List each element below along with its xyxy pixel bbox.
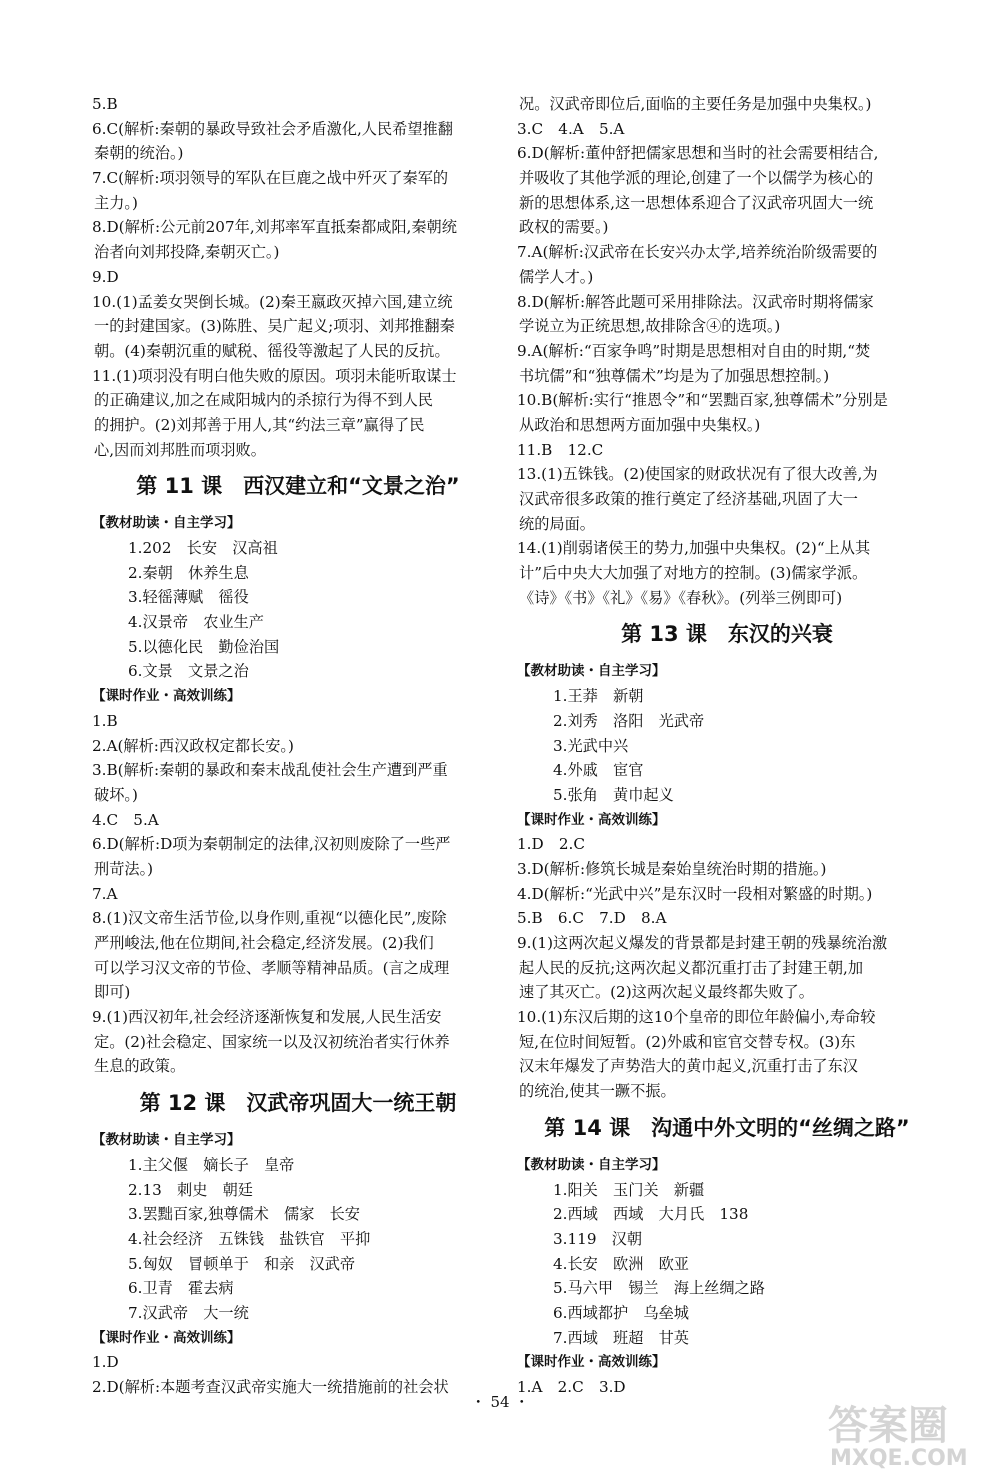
answer-continuation: 况。汉武帝即位后,面临的主要任务是加强中央集权。) — [519, 95, 872, 113]
answer-line: 3.D(解析:修筑长城是秦始皇统治时期的措施。) — [517, 859, 827, 878]
lesson-heading: 第 11 课 西汉建立和“文景之治” — [136, 474, 460, 499]
answer-continuation: 治者向刘邦投降,秦朝灭亡。) — [94, 243, 280, 262]
answer-continuation: 并吸收了其他学派的理论,创建了一个以儒学为核心的 — [519, 169, 874, 188]
answer-line: 1.B — [92, 711, 118, 730]
study-item: 3.罢黜百家,独尊儒术 儒家 长安 — [128, 1205, 360, 1224]
answer-line: 10.(1)东汉后期的这10个皇帝的即位年龄偏小,寿命较 — [517, 1008, 876, 1027]
study-item: 4.外戚 宦官 — [553, 761, 644, 780]
answer-line: 11.(1)项羽没有明白他失败的原因。项羽未能听取谋士 — [92, 366, 457, 385]
answer-line: 8.(1)汉文帝生活节俭,以身作则,重视“以德化民”,废除 — [92, 909, 447, 928]
study-item: 1.阳关 玉门关 新疆 — [553, 1180, 705, 1199]
answer-line: 8.D(解析:公元前207年,刘邦率军直抵秦都咸阳,秦朝统 — [92, 218, 457, 237]
answer-continuation: 汉武帝很多政策的推行奠定了经济基础,巩固了大一 — [519, 490, 858, 508]
answer-line: 11.B 12.C — [517, 440, 604, 459]
answer-line: 6.D(解析:D项为秦朝制定的法律,汉初则废除了一些严 — [92, 835, 451, 854]
watermark-url: MXQE.COM — [830, 1446, 968, 1471]
answer-line: 3.C 4.A 5.A — [517, 119, 625, 138]
watermark-logo-text: 答案圈 — [828, 1403, 948, 1449]
answer-continuation: 汉末年爆发了声势浩大的黄巾起义,沉重打击了东汉 — [519, 1057, 858, 1076]
answer-continuation: 刑苛法。) — [94, 859, 154, 878]
answer-line: 1.D — [92, 1353, 119, 1372]
page-number: ・ 54 ・ — [470, 1393, 530, 1411]
study-item: 6.卫青 霍去病 — [128, 1279, 234, 1298]
study-item: 5.匈奴 冒顿单于 和亲 汉武帝 — [128, 1254, 356, 1273]
answer-continuation: 学说立为正统思想,故排除含④的选项。) — [519, 317, 781, 336]
study-item: 5.以德化民 勤俭治国 — [128, 637, 280, 656]
answer-line: 7.A — [92, 884, 118, 903]
answer-continuation: 速了其灭亡。(2)这两次起义最终都失败了。 — [519, 983, 814, 1002]
answer-line: 14.(1)削弱诸侯王的势力,加强中央集权。(2)“上从其 — [517, 539, 871, 558]
answer-continuation: 严刑峻法,他在位期间,社会稳定,经济发展。(2)我们 — [94, 934, 434, 952]
study-item: 5.张角 黄巾起义 — [553, 785, 674, 804]
answer-line: 7.C(解析:项羽领导的军队在巨鹿之战中歼灭了秦军的 — [92, 169, 449, 188]
study-item: 2.刘秀 洛阳 光武帝 — [553, 711, 705, 730]
watermark-logo — [818, 1395, 988, 1471]
answer-continuation: 新的思想体系,这一思想体系迎合了汉武帝巩固大一统 — [519, 193, 874, 212]
study-item: 3.光武中兴 — [553, 736, 629, 755]
answer-line: 13.(1)五铢钱。(2)使国家的财政状况有了很大改善,为 — [517, 465, 878, 484]
study-item: 2.西域 西域 大月氏 138 — [553, 1205, 749, 1224]
answer-continuation: 秦朝的统治。) — [94, 144, 184, 163]
study-item: 5.马六甲 锡兰 海上丝绸之路 — [553, 1279, 765, 1298]
answer-line: 4.D(解析:“光武中兴”是东汉时一段相对繁盛的时期。) — [517, 884, 873, 903]
section-label: 【教材助读・自主学习】 — [92, 515, 241, 532]
answer-continuation: 《诗》《书》《礼》《易》《春秋》。(列举三例即可) — [519, 588, 843, 607]
study-item: 4.汉景帝 农业生产 — [128, 613, 264, 632]
answer-continuation: 的拥护。(2)刘邦善于用人,其“约法三章”赢得了民 — [94, 415, 425, 434]
answer-continuation: 统的局面。 — [519, 514, 595, 533]
answer-line: 3.B(解析:秦朝的暴政和秦末战乱使社会生产遭到严重 — [92, 761, 448, 780]
section-label: 【教材助读・自主学习】 — [92, 1132, 241, 1149]
study-item: 7.西域 班超 甘英 — [553, 1328, 689, 1347]
left-column — [92, 92, 504, 1400]
study-item: 4.长安 欧洲 欧亚 — [553, 1254, 689, 1273]
answer-continuation: 计”后中央大大加强了对地方的控制。(3)儒家学派。 — [519, 564, 868, 583]
section-label: 【教材助读・自主学习】 — [517, 663, 666, 680]
answer-line: 10.B(解析:实行“推恩令”和“罢黜百家,独尊儒术”分别是 — [517, 391, 888, 410]
answer-continuation: 主力。) — [94, 193, 138, 212]
answer-line: 10.(1)孟姜女哭倒长城。(2)秦王嬴政灭掉六国,建立统 — [92, 292, 453, 311]
section-label: 【课时作业・高效训练】 — [517, 811, 666, 828]
answer-continuation: 心,因而刘邦胜而项羽败。 — [94, 440, 266, 459]
answer-line: 9.(1)这两次起义爆发的背景都是封建王朝的残暴统治激 — [517, 934, 888, 952]
answer-line: 7.A(解析:汉武帝在长安兴办太学,培养统治阶级需要的 — [517, 243, 878, 262]
answer-continuation: 起人民的反抗;这两次起义都沉重打击了封建王朝,加 — [519, 958, 864, 977]
answer-continuation: 的正确建议,加之在咸阳城内的杀掠行为得不到人民 — [94, 391, 433, 410]
answer-continuation: 破坏。) — [94, 785, 138, 804]
study-item: 6.西域都护 乌垒城 — [553, 1303, 689, 1322]
answer-continuation: 一的封建国家。(3)陈胜、吴广起义;项羽、刘邦推翻秦 — [94, 317, 455, 336]
study-item: 1.王莽 新朝 — [553, 687, 644, 706]
answer-line: 8.D(解析:解答此题可采用排除法。汉武帝时期将儒家 — [517, 292, 874, 311]
answer-line: 6.D(解析:董仲舒把儒家思想和当时的社会需要相结合, — [517, 144, 879, 163]
answer-line: 5.B 6.C 7.D 8.A — [517, 909, 667, 928]
lesson-heading: 第 13 课 东汉的兴衰 — [621, 622, 833, 647]
answer-line: 9.(1)西汉初年,社会经济逐渐恢复和发展,人民生活安 — [92, 1008, 442, 1027]
answer-continuation: 政权的需要。) — [519, 218, 609, 237]
lesson-heading: 第 14 课 沟通中外文明的“丝绸之路” — [544, 1115, 910, 1140]
study-item: 3.119 汉朝 — [553, 1229, 643, 1248]
answer-line: 6.C(解析:秦朝的暴政导致社会矛盾激化,人民希望推翻 — [92, 119, 453, 138]
answer-line: 5.B — [92, 95, 118, 113]
study-item: 3.轻徭薄赋 徭役 — [128, 588, 249, 607]
answer-line: 1.A 2.C 3.D — [517, 1378, 626, 1396]
answer-line: 4.C 5.A — [92, 810, 159, 829]
answer-continuation: 生息的政策。 — [94, 1057, 186, 1076]
study-item: 4.社会经济 五铢钱 盐铁官 平抑 — [128, 1229, 371, 1248]
answer-line: 1.D 2.C — [517, 835, 585, 854]
study-item: 2.13 刺史 朝廷 — [128, 1180, 253, 1199]
lesson-heading: 第 12 课 汉武帝巩固大一统王朝 — [139, 1091, 457, 1116]
section-label: 【课时作业・高效训练】 — [92, 688, 241, 705]
section-label: 【教材助读・自主学习】 — [517, 1156, 666, 1173]
study-item: 1.主父偃 嫡长子 皇帝 — [128, 1155, 295, 1174]
answer-line: 9.D — [92, 267, 119, 286]
study-item: 7.汉武帝 大一统 — [128, 1303, 249, 1322]
right-column — [517, 92, 937, 1400]
answer-continuation: 定。(2)社会稳定、国家统一以及汉初统治者实行休养 — [94, 1032, 450, 1051]
answer-continuation: 即可) — [94, 983, 131, 1002]
answer-line: 2.A(解析:西汉政权定都长安。) — [92, 736, 294, 755]
answer-continuation: 可以学习汉文帝的节俭、孝顺等精神品质。(言之成理 — [94, 958, 450, 977]
answer-continuation: 书坑儒”和“独尊儒术”均是为了加强思想控制。) — [519, 366, 830, 385]
study-item: 2.秦朝 休养生息 — [128, 563, 249, 582]
study-item: 1.202 长安 汉高祖 — [128, 539, 278, 557]
answer-continuation: 短,在位时间短暂。(2)外戚和宦官交替专权。(3)东 — [519, 1032, 856, 1051]
answer-line: 2.D(解析:本题考查汉武帝实施大一统措施前的社会状 — [92, 1378, 449, 1396]
section-label: 【课时作业・高效训练】 — [517, 1354, 666, 1371]
study-item: 6.文景 文景之治 — [128, 662, 249, 681]
answer-continuation: 从政治和思想两方面加强中央集权。) — [519, 415, 761, 434]
answer-continuation: 儒学人才。) — [519, 267, 594, 286]
section-label: 【课时作业・高效训练】 — [92, 1329, 241, 1346]
answer-continuation: 朝。(4)秦朝沉重的赋税、徭役等激起了人民的反抗。 — [94, 341, 450, 360]
answer-continuation: 的统治,使其一蹶不振。 — [519, 1082, 676, 1101]
answer-line: 9.A(解析:“百家争鸣”时期是思想相对自由的时期,“焚 — [517, 341, 871, 360]
